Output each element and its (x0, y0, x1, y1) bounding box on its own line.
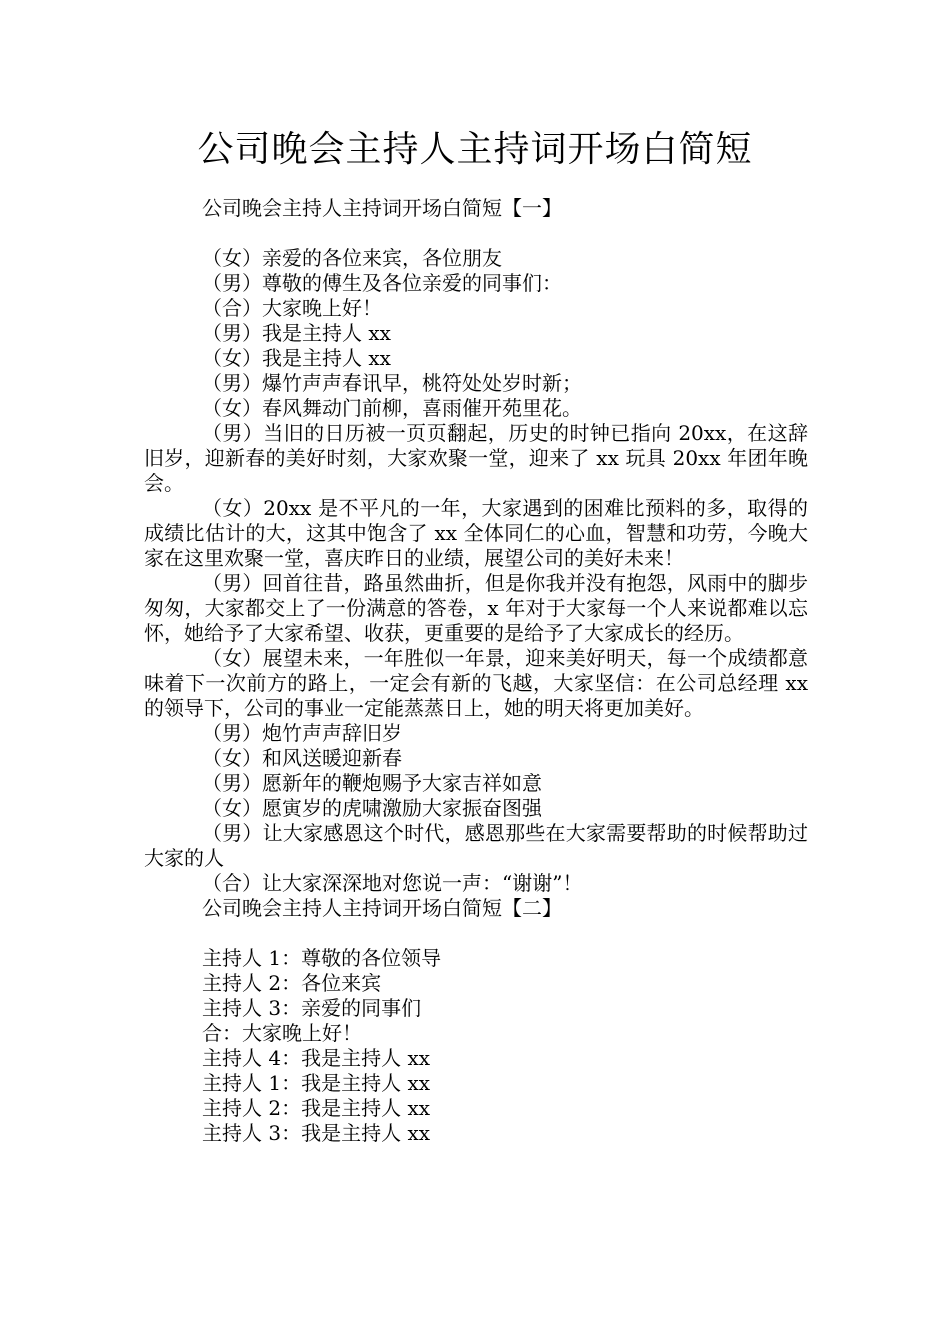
dialogue-line: （男）炮竹声声辞旧岁 (202, 721, 402, 745)
dialogue-line: （女）亲爱的各位来宾，各位朋友 (202, 246, 502, 270)
dialogue-paragraph: （男）回首往昔，路虽然曲折，但是你我并没有抱怨，风雨中的脚步匆匆，大家都交上了一份满意的答卷，x 年对于大家每一个人来说都难以忘怀，她给予了大家希望、收获，更重要的是给予了大家成长的经历。 (144, 571, 808, 645)
dialogue-line: （女）愿寅岁的虎啸激励大家振奋图强 (202, 796, 542, 820)
dialogue-line: （女）和风送暖迎新春 (202, 746, 402, 770)
dialogue-line: （男）尊敬的傅生及各位亲爱的同事们： (202, 271, 562, 295)
host-line: 主持人 4：我是主持人 xx (202, 1046, 430, 1070)
section-heading-1: 公司晚会主持人主持词开场白简短【一】 (202, 196, 562, 220)
dialogue-line: （女）春风舞动门前柳，喜雨催开苑里花。 (202, 396, 582, 420)
host-line: 主持人 3：我是主持人 xx (202, 1121, 430, 1145)
dialogue-line: （男）愿新年的鞭炮赐予大家吉祥如意 (202, 771, 542, 795)
dialogue-line: （合）大家晚上好！ (202, 296, 382, 320)
dialogue-paragraph: （女）20xx 是不平凡的一年，大家遇到的困难比预料的多，取得的成绩比估计的大，这其中饱含了 xx 全体同仁的心血，智慧和功劳，今晚大家在这里欢聚一堂，喜庆昨日的业绩，展望公司的美好未来！ (144, 496, 808, 570)
host-line: 合：大家晚上好！ (202, 1021, 362, 1045)
dialogue-line: （男）爆竹声声春讯早，桃符处处岁时新； (202, 371, 582, 395)
blank-line (144, 221, 808, 246)
blank-line (144, 921, 808, 946)
dialogue-line: （男）我是主持人 xx (202, 321, 391, 345)
host-line: 主持人 1：尊敬的各位领导 (202, 946, 442, 970)
section-heading-2: 公司晚会主持人主持词开场白简短【二】 (202, 896, 562, 920)
dialogue-line: （合）让大家深深地对您说一声：“谢谢”！ (202, 871, 583, 895)
host-line: 主持人 2：我是主持人 xx (202, 1096, 430, 1120)
document-body (144, 196, 808, 1146)
host-line: 主持人 2：各位来宾 (202, 971, 382, 995)
dialogue-paragraph: （男）让大家感恩这个时代，感恩那些在大家需要帮助的时候帮助过大家的人 (144, 821, 808, 870)
host-line: 主持人 1：我是主持人 xx (202, 1071, 430, 1095)
dialogue-paragraph: （女）展望未来，一年胜似一年景，迎来美好明天，每一个成绩都意味着下一次前方的路上，一定会有新的飞越，大家坚信：在公司总经理 xx 的领导下，公司的事业一定能蒸蒸日上，她的明天将更加美好。 (144, 646, 808, 720)
document-title: 公司晚会主持人主持词开场白简短 (197, 129, 753, 170)
dialogue-paragraph: （男）当旧的日历被一页页翻起，历史的时钟已指向 20xx，在这辞旧岁，迎新春的美好时刻，大家欢聚一堂，迎来了 xx 玩具 20xx 年团年晚会。 (144, 421, 808, 495)
host-line: 主持人 3：亲爱的同事们 (202, 996, 422, 1020)
dialogue-line: （女）我是主持人 xx (202, 346, 391, 370)
